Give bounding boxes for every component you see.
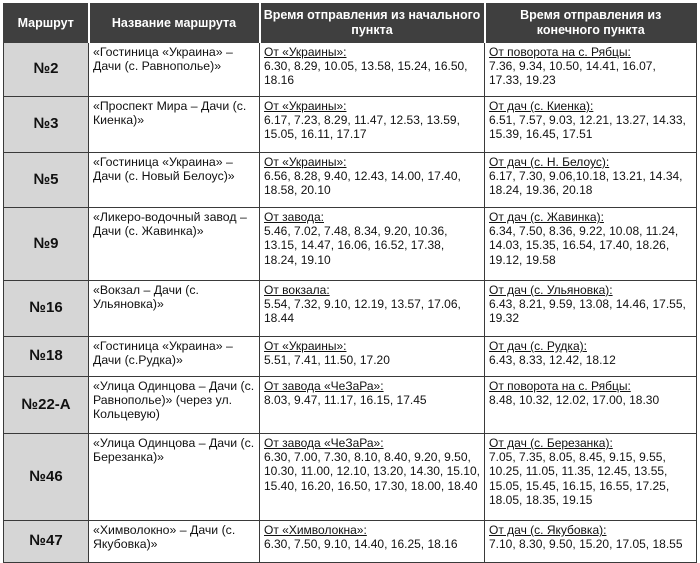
start-times: 6.30, 8.29, 10.05, 13.58, 15.24, 16.50, 18.16 (264, 59, 468, 88)
start-times: 8.03, 9.47, 11.17, 16.15, 17.45 (264, 393, 427, 408)
bus-schedule-table (3, 3, 697, 563)
end-times: 7.10, 8.30, 9.50, 15.20, 17.05, 18.55 (489, 537, 683, 552)
end-schedule (485, 153, 697, 208)
end-times: 7.36, 9.34, 10.50, 14.41, 16.07, 17.33, 19.23 (489, 59, 656, 88)
start-times: 6.56, 8.28, 9.40, 12.43, 14.00, 17.40, 18.58, 20.10 (264, 169, 461, 198)
start-times: 6.30, 7.50, 9.10, 14.40, 16.25, 18.16 (264, 537, 458, 552)
route-number: №5 (4, 153, 89, 208)
end-label: От дач (с. Ульяновка): (489, 283, 613, 297)
route-number: №22-А (4, 377, 89, 434)
end-label: От дач (с. Киенка): (489, 99, 594, 113)
start-label: От «Украины»: (264, 99, 347, 113)
route-name: «Ликеро-водочный завод – Дачи (с. Жавинка)» (89, 208, 260, 281)
route-number: №47 (4, 521, 89, 563)
route-number: №2 (4, 43, 89, 97)
start-schedule (260, 521, 485, 563)
table-row (4, 153, 697, 208)
start-times: 6.30, 7.00, 7.30, 8.10, 8.40, 9.20, 9.50, 10.30, 11.00, 12.10, 13.20, 14.30, 15.10, 15.40, 16.20, 16.50, 17.30, 18.00, 18.40 (264, 450, 480, 493)
start-schedule (260, 337, 485, 377)
start-times: 5.54, 7.32, 9.10, 12.19, 13.57, 17.06, 18.44 (264, 297, 461, 326)
route-name: «Улица Одинцова – Дачи (с. Березанка)» (89, 434, 260, 521)
end-times: 6.43, 8.21, 9.59, 13.08, 14.46, 17.55, 19.32 (489, 297, 686, 326)
start-schedule (260, 434, 485, 521)
end-times: 6.43, 8.33, 12.42, 18.12 (489, 353, 616, 368)
table-row (4, 377, 697, 434)
start-schedule (260, 43, 485, 97)
start-schedule (260, 153, 485, 208)
start-schedule (260, 281, 485, 337)
end-schedule (485, 97, 697, 153)
route-name: «Улица Одинцова – Дачи (с. Равнополье)» (через ул. Кольцевую) (89, 377, 260, 434)
start-label: От завода: (264, 210, 324, 224)
table-row (4, 434, 697, 521)
end-label: От дач (с. Жавинка): (489, 210, 604, 224)
start-label: От завода «ЧеЗаРа»: (264, 379, 384, 393)
route-number: №3 (4, 97, 89, 153)
route-name: «Химволокно» – Дачи (с. Якубовка)» (89, 521, 260, 563)
route-name: «Проспект Мира – Дачи (с. Киенка)» (89, 97, 260, 153)
end-times: 6.34, 7.50, 8.36, 9.22, 10.08, 11.24, 14.03, 15.35, 16.54, 17.40, 18.26, 19.12, 19.58 (489, 224, 679, 267)
header-name: Название маршрута (89, 4, 260, 43)
end-schedule (485, 43, 697, 97)
route-name: «Гостиница «Украина» – Дачи (с. Равнополье)» (89, 43, 260, 97)
start-label: От «Химволокна»: (264, 523, 367, 537)
route-number: №46 (4, 434, 89, 521)
table-row (4, 281, 697, 337)
end-times: 8.48, 10.32, 12.02, 17.00, 18.30 (489, 393, 660, 408)
header-row (4, 4, 697, 43)
end-label: От дач (с. Н. Белоус): (489, 155, 610, 169)
end-times: 7.05, 7.35, 8.05, 8.45, 9.15, 9.55, 10.25, 11.05, 11.35, 12.45, 13.55, 15.05, 15.45, 16.15, 16.55, 17.25, 18.05, 18.35, 19.15 (489, 450, 670, 507)
table-row (4, 97, 697, 153)
end-schedule (485, 377, 697, 434)
end-label: От дач (с. Березанка): (489, 436, 613, 450)
table-row (4, 337, 697, 377)
end-schedule (485, 521, 697, 563)
end-schedule (485, 337, 697, 377)
header-route: Маршрут (4, 4, 89, 43)
table-row (4, 43, 697, 97)
route-number: №9 (4, 208, 89, 281)
route-name: «Гостиница «Украина» – Дачи (с. Новый Белоус)» (89, 153, 260, 208)
route-name: «Вокзал – Дачи (с. Ульяновка)» (89, 281, 260, 337)
table-row (4, 208, 697, 281)
start-schedule (260, 377, 485, 434)
end-times: 6.17, 7.30, 9.06,10.18, 13.21, 14.34, 18.24, 19.36, 20.18 (489, 169, 683, 198)
start-times: 6.17, 7.23, 8.29, 11.47, 12.53, 13.59, 15.05, 16.11, 17.17 (264, 113, 460, 142)
end-label: От поворота на с. Рябцы: (489, 45, 631, 59)
table-row (4, 521, 697, 563)
header-from-start: Время отправления из начального пункта (260, 4, 485, 43)
route-name: «Гостиница «Украина» – Дачи (с.Рудка)» (89, 337, 260, 377)
start-times: 5.46, 7.02, 7.48, 8.34, 9.20, 10.36, 13.15, 14.47, 16.06, 16.52, 17.38, 18.24, 19.10 (264, 224, 448, 267)
header-from-end: Время отправления из конечного пункта (485, 4, 697, 43)
start-schedule (260, 97, 485, 153)
end-label: От дач (с. Якубовка): (489, 523, 607, 537)
end-times: 6.51, 7.57, 9.03, 12.21, 13.27, 14.33, 15.39, 16.45, 17.51 (489, 113, 686, 142)
end-schedule (485, 281, 697, 337)
end-schedule (485, 434, 697, 521)
route-number: №18 (4, 337, 89, 377)
start-schedule (260, 208, 485, 281)
route-number: №16 (4, 281, 89, 337)
start-label: От «Украины»: (264, 155, 347, 169)
start-label: От «Украины»: (264, 45, 347, 59)
start-label: От вокзала: (264, 283, 330, 297)
end-schedule (485, 208, 697, 281)
start-times: 5.51, 7.41, 11.50, 17.20 (264, 353, 390, 368)
start-label: От завода «ЧеЗаРа»: (264, 436, 384, 450)
end-label: От дач (с. Рудка): (489, 339, 587, 353)
end-label: От поворота на с. Рябцы: (489, 379, 631, 393)
start-label: От «Украины»: (264, 339, 347, 353)
